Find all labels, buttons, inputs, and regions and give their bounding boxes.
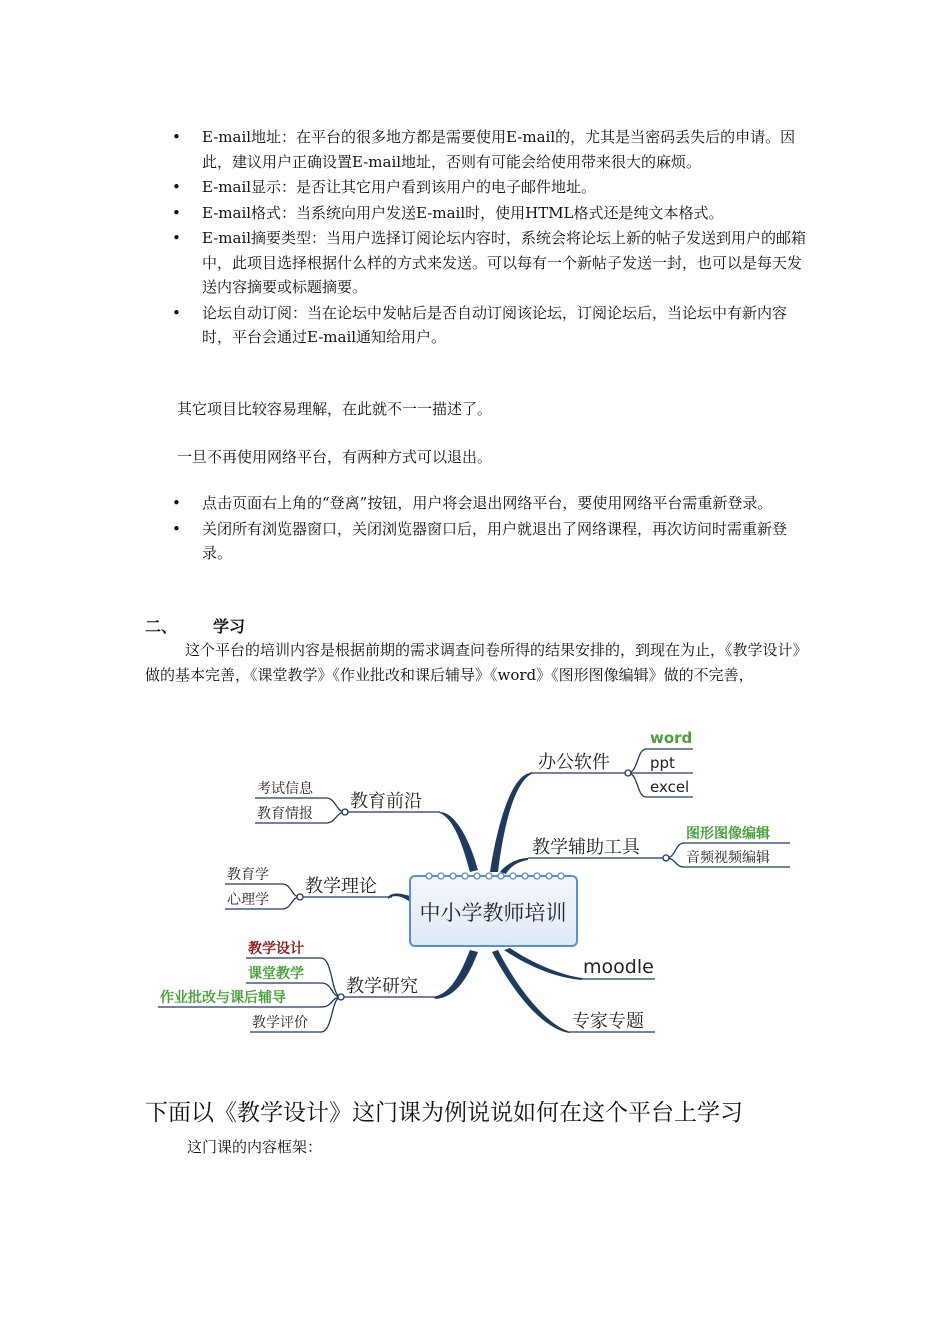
leaf-homework-tutoring: 作业批改与课后辅导 — [160, 990, 286, 1006]
leaf-pedagogy: 教育学 — [227, 867, 269, 883]
list-item: • 点击页面右上角的“登离”按钮，用户将会退出网络平台，要使用网络平台需重新登录。 — [170, 491, 810, 516]
leaf-excel: excel — [650, 778, 690, 796]
list-item: • E-mail摘要类型：当用户选择订阅论坛内容时，系统会将论坛上新的帖子发送到用户的邮箱中，此项目选择根据什么样的方式来发送。可以每有一个新帖子发送一封，也可以是每天发送内容摘要或标题摘要。 — [170, 226, 810, 300]
list-item: • 论坛自动订阅：当在论坛中发帖后是否自动订阅该论坛，订阅论坛后，当论坛中有新内容时，平台会通过E-mail通知给用户。 — [170, 301, 810, 350]
mindmap-center-node — [410, 873, 577, 946]
list-item: • E-mail显示：是否让其它用户看到该用户的电子邮件地址。 — [170, 175, 810, 200]
leaf-exam-info: 考试信息 — [257, 781, 313, 797]
list-item: • E-mail地址：在平台的很多地方都是需要使用E-mail的，尤其是当密码丢失后的申请。因此，建议用户正确设置E-mail地址，否则有可能会给使用带来很大的麻烦。 — [170, 125, 810, 174]
leaf-av-editing: 音频视频编辑 — [686, 850, 770, 866]
branch-office: 办公软件 — [538, 752, 610, 773]
center-label: 中小学教师培训 — [419, 901, 567, 925]
section-title: 学习 — [213, 617, 246, 636]
leaf-instructional-design: 教学设计 — [248, 941, 304, 957]
branch-research: 教学研究 — [346, 976, 418, 997]
leaf-ppt: ppt — [650, 754, 675, 772]
list-item: • 关闭所有浏览器窗口，关闭浏览器窗口后，用户就退出了网络课程，再次访问时需重新登录。 — [170, 517, 810, 566]
leaf-image-editing: 图形图像编辑 — [686, 826, 770, 842]
section-number: 二、 — [145, 617, 178, 636]
leaf-classroom-teaching: 课堂教学 — [248, 966, 304, 982]
heading-how-to-learn: 下面以《教学设计》这门课为例说说如何在这个平台上学习 — [145, 1100, 743, 1126]
paragraph-exit: 一旦不再使用网络平台，有两种方式可以退出。 — [177, 448, 493, 466]
leaf-teaching-eval: 教学评价 — [252, 1015, 308, 1031]
paragraph-other: 其它项目比较容易理解，在此就不一一描述了。 — [177, 400, 493, 418]
list-item: • E-mail格式：当系统向用户发送E-mail时，使用HTML格式还是纯文本格式。 — [170, 201, 810, 226]
paragraph-framework: 这门课的内容框架： — [187, 1138, 323, 1156]
leaf-word: word — [650, 729, 693, 747]
section-body: 这个平台的培训内容是根据前期的需求调查问卷所得的结果安排的，到现在为止，《教学设计》做的基本完善，《课堂教学》《作业批改和课后辅导》《word》《图形图像编辑》做的不完善， — [145, 641, 808, 684]
leaf-psychology: 心理学 — [227, 892, 269, 908]
branch-theory: 教学理论 — [305, 876, 377, 897]
branch-moodle: moodle — [583, 956, 654, 978]
leaf-edu-intel: 教育情报 — [257, 806, 313, 822]
branch-tools: 教学辅助工具 — [532, 837, 640, 858]
branch-frontier: 教育前沿 — [350, 791, 422, 812]
branch-experts: 专家专题 — [572, 1011, 644, 1032]
